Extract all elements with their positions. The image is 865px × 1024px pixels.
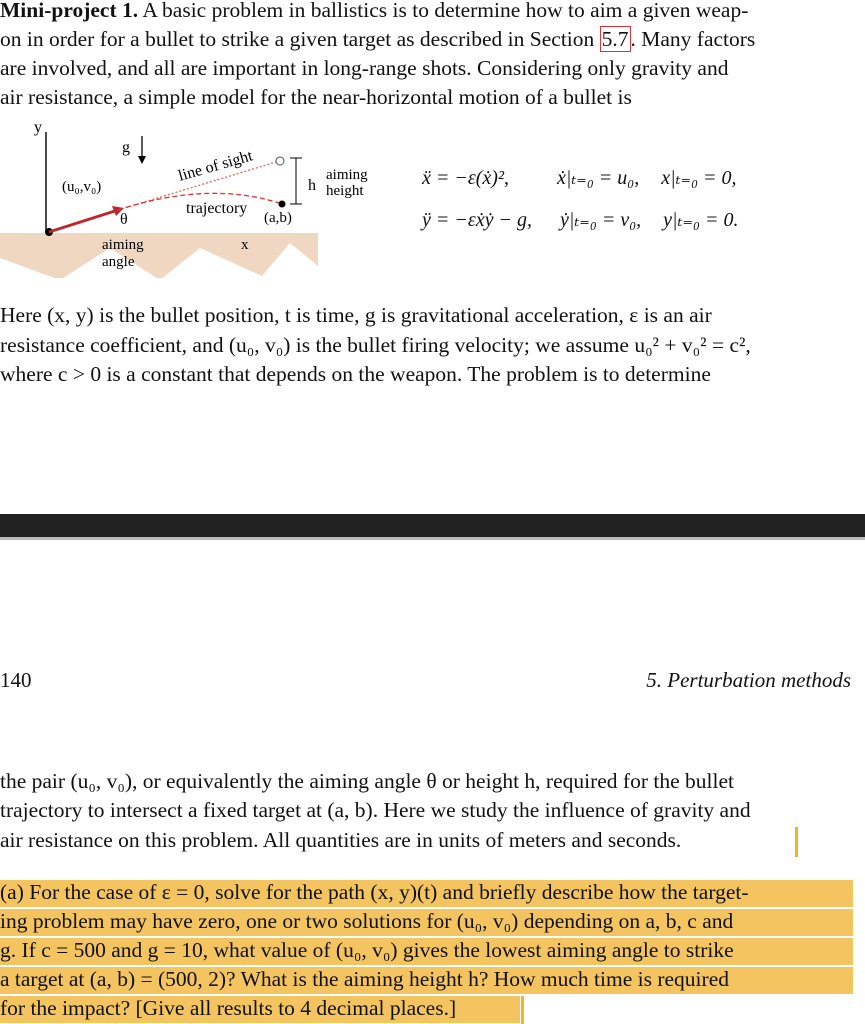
aiming-height-label-2: height [326, 183, 364, 199]
part-a-line-4[interactable]: a target at (a, b) = (500, 2)? What is the aiming height h? How much time is required [0, 967, 729, 991]
target-dot [279, 201, 286, 208]
intro-line-2: on in order for a bullet to strike a given target as described in Section 5.7. Many factors [0, 27, 756, 51]
page-break-bar [0, 514, 865, 537]
page-number: 140 [0, 668, 32, 692]
text-cursor [795, 827, 798, 857]
equation-row-2: ÿ = −εẋẏ − g, ẏ|ₜ₌₀ = v₀, y|ₜ₌₀ = 0. [422, 209, 739, 231]
continuation-line-3: air resistance on this problem. All quantities are in units of meters and seconds. [0, 828, 682, 852]
body-line-2: resistance coefficient, and (u₀, v₀) is the bullet firing velocity; we assume u₀² + v₀² = c², [0, 333, 751, 357]
body-line-3: where c > 0 is a constant that depends on the weapon. The problem is to determine [0, 362, 711, 386]
continuation-line-1: the pair (u₀, v₀), or equivalently the aiming angle θ or height h, required for the bullet [0, 769, 734, 793]
trajectory-label: trajectory [186, 200, 248, 217]
y-axis-label: y [34, 119, 42, 136]
intro-line-1: Mini-project 1. A basic problem in ballistics is to determine how to aim a given weap- [0, 0, 749, 22]
gravity-arrowhead [138, 156, 146, 164]
sight-target-circle [276, 157, 284, 165]
ballistics-diagram [0, 118, 865, 278]
highlight-end-marker [521, 996, 524, 1024]
line-of-sight-label: line of sight [176, 147, 255, 185]
equation-row-1: ẍ = −ε(ẋ)², ẋ|ₜ₌₀ = u₀, x|ₜ₌₀ = 0, [422, 167, 737, 189]
velocity-label: (u₀,v₀) [62, 179, 102, 195]
aiming-angle-label-1: aiming [102, 237, 144, 253]
part-a-line-2[interactable]: ing problem may have zero, one or two solutions for (u₀, v₀) depending on a, b, c and [0, 909, 734, 933]
section-title: 5. Perturbation methods [646, 668, 851, 692]
target-label: (a,b) [264, 210, 292, 226]
gravity-label: g [122, 139, 130, 156]
mini-project-title: Mini-project 1. [0, 0, 139, 22]
part-a-line-5[interactable]: for the impact? [Give all results to 4 decimal places.] [0, 996, 457, 1020]
body-line-1: Here (x, y) is the bullet position, t is time, g is gravitational acceleration, ε is an air [0, 303, 712, 327]
intro-line-4: air resistance, a simple model for the near-horizontal motion of a bullet is [0, 85, 632, 109]
part-a-line-1[interactable]: (a) For the case of ε = 0, solve for the path (x, y)(t) and briefly describe how the target- [0, 880, 749, 904]
aiming-angle-label-2: angle [102, 254, 135, 270]
ground-shape [0, 233, 318, 278]
velocity-arrow [49, 210, 118, 232]
aiming-height-label-1: aiming [326, 167, 368, 183]
part-a-line-3[interactable]: g. If c = 500 and g = 10, what value of (u₀, v₀) gives the lowest aiming angle to strike [0, 938, 734, 962]
h-label: h [308, 177, 316, 194]
intro-line-3: are involved, and all are important in long-range shots. Considering only gravity and [0, 56, 729, 80]
x-axis-label: x [241, 237, 249, 253]
section-ref-link[interactable]: 5.7 [601, 27, 629, 51]
page-break-shadow [0, 537, 865, 540]
continuation-line-2: trajectory to intersect a fixed target at (a, b). Here we study the influence of gravity and [0, 798, 751, 822]
theta-label: θ [120, 211, 128, 228]
